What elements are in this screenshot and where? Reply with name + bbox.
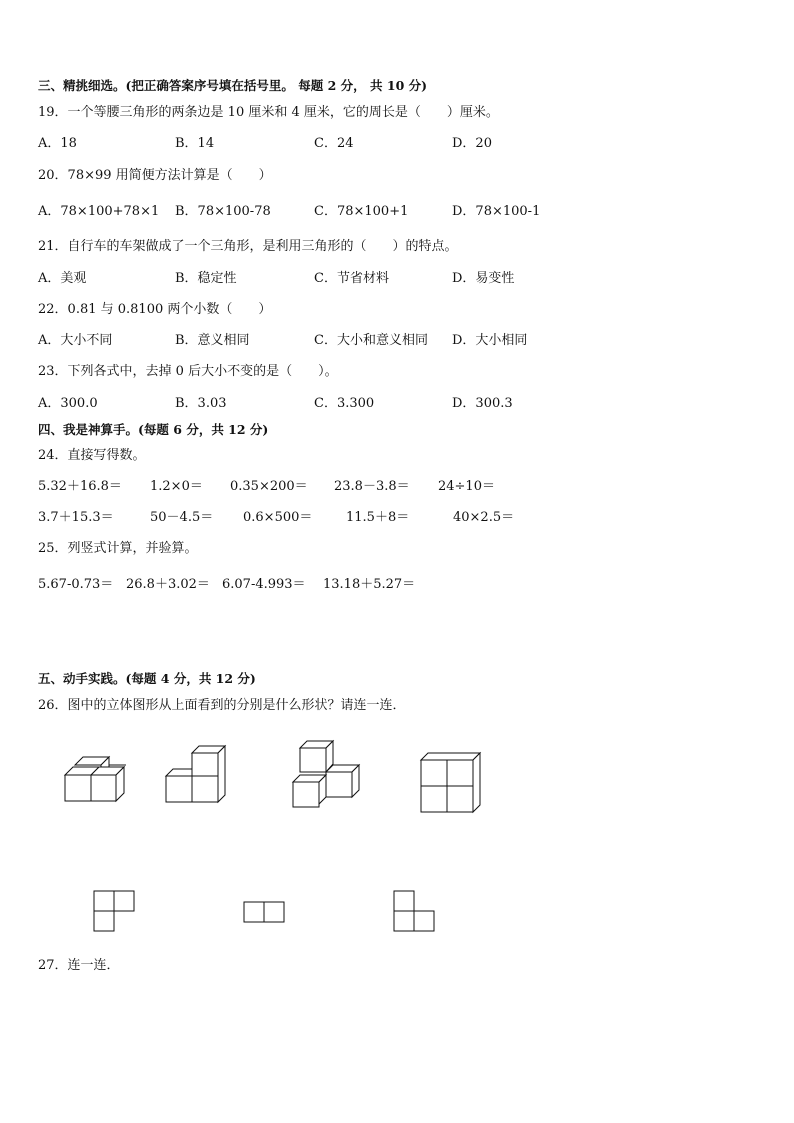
q24-expression: 40×2.5＝ — [453, 510, 515, 525]
question-20-stem: 20．78×99 用简便方法计算是（ ） — [38, 168, 272, 183]
q19-option-b: B．14 — [175, 136, 215, 151]
section-4-title: 四、我是神算手。(每题 6 分，共 12 分) — [38, 422, 269, 437]
q24-expression: 50－4.5＝ — [150, 510, 214, 525]
question-25-stem: 25．列竖式计算，并验算。 — [38, 541, 198, 556]
q22-option-b: B．意义相同 — [175, 333, 250, 348]
q23-option-c: C．3.300 — [314, 396, 375, 411]
question-27-stem: 27．连一连． — [38, 958, 120, 973]
q24-expression: 24÷10＝ — [438, 479, 495, 494]
question-22-stem: 22．0.81 与 0.8100 两个小数（ ） — [38, 302, 272, 317]
q24-expression: 1.2×0＝ — [150, 479, 203, 494]
q21-option-c: C．节省材料 — [314, 271, 389, 286]
q24-expression: 0.35×200＝ — [230, 479, 308, 494]
q22-option-d: D．大小相同 — [452, 333, 528, 348]
q19-option-c: C．24 — [314, 136, 354, 151]
question-26-stem: 26．图中的立体图形从上面看到的分别是什么形状？请连一连． — [38, 698, 406, 713]
q25-expression: 6.07-4.993＝ — [222, 577, 306, 592]
question-21-stem: 21．自行车的车架做成了一个三角形，是利用三角形的（ ）的特点。 — [38, 239, 458, 254]
q19-option-d: D．20 — [452, 136, 492, 151]
q20-option-c: C．78×100+1 — [314, 204, 409, 219]
q24-expression: 0.6×500＝ — [243, 510, 313, 525]
solid-figure-4 — [418, 750, 484, 814]
q25-expression: 26.8＋3.02＝ — [126, 577, 210, 592]
q24-expression: 23.8－3.8＝ — [334, 479, 410, 494]
top-view-1 — [92, 889, 138, 933]
q25-expression: 13.18＋5.27＝ — [323, 577, 416, 592]
q24-expression: 3.7＋15.3＝ — [38, 510, 114, 525]
q23-option-a: A．300.0 — [38, 396, 98, 411]
solid-figure-1 — [60, 755, 130, 805]
q20-option-d: D．78×100-1 — [452, 204, 541, 219]
q22-option-a: A．大小不同 — [38, 333, 113, 348]
q24-expression: 5.32＋16.8＝ — [38, 479, 122, 494]
q19-option-a: A．18 — [38, 136, 77, 151]
section-5-title: 五、动手实践。(每题 4 分，共 12 分) — [38, 671, 256, 686]
q25-expression: 5.67-0.73＝ — [38, 577, 114, 592]
question-24-stem: 24．直接写得数。 — [38, 448, 146, 463]
q23-option-d: D．300.3 — [452, 396, 513, 411]
q21-option-d: D．易变性 — [452, 271, 515, 286]
q20-option-a: A．78×100+78×1 — [38, 204, 160, 219]
solid-figure-3 — [290, 738, 364, 810]
q20-option-b: B．78×100-78 — [175, 204, 271, 219]
q24-expression: 11.5＋8＝ — [346, 510, 410, 525]
section-3-title: 三、精挑细选。(把正确答案序号填在括号里。 每题 2 分， 共 10 分) — [38, 78, 428, 93]
top-view-3 — [392, 889, 438, 933]
question-19-stem: 19．一个等腰三角形的两条边是 10 厘米和 4 厘米，它的周长是（ ）厘米。 — [38, 105, 499, 120]
question-23-stem: 23．下列各式中，去掉 0 后大小不变的是（ ）。 — [38, 364, 338, 379]
q21-option-b: B．稳定性 — [175, 271, 237, 286]
q23-option-b: B．3.03 — [175, 396, 227, 411]
solid-figure-2 — [163, 743, 229, 805]
q22-option-c: C．大小和意义相同 — [314, 333, 428, 348]
top-view-2 — [242, 900, 288, 924]
q21-option-a: A．美观 — [38, 271, 87, 286]
